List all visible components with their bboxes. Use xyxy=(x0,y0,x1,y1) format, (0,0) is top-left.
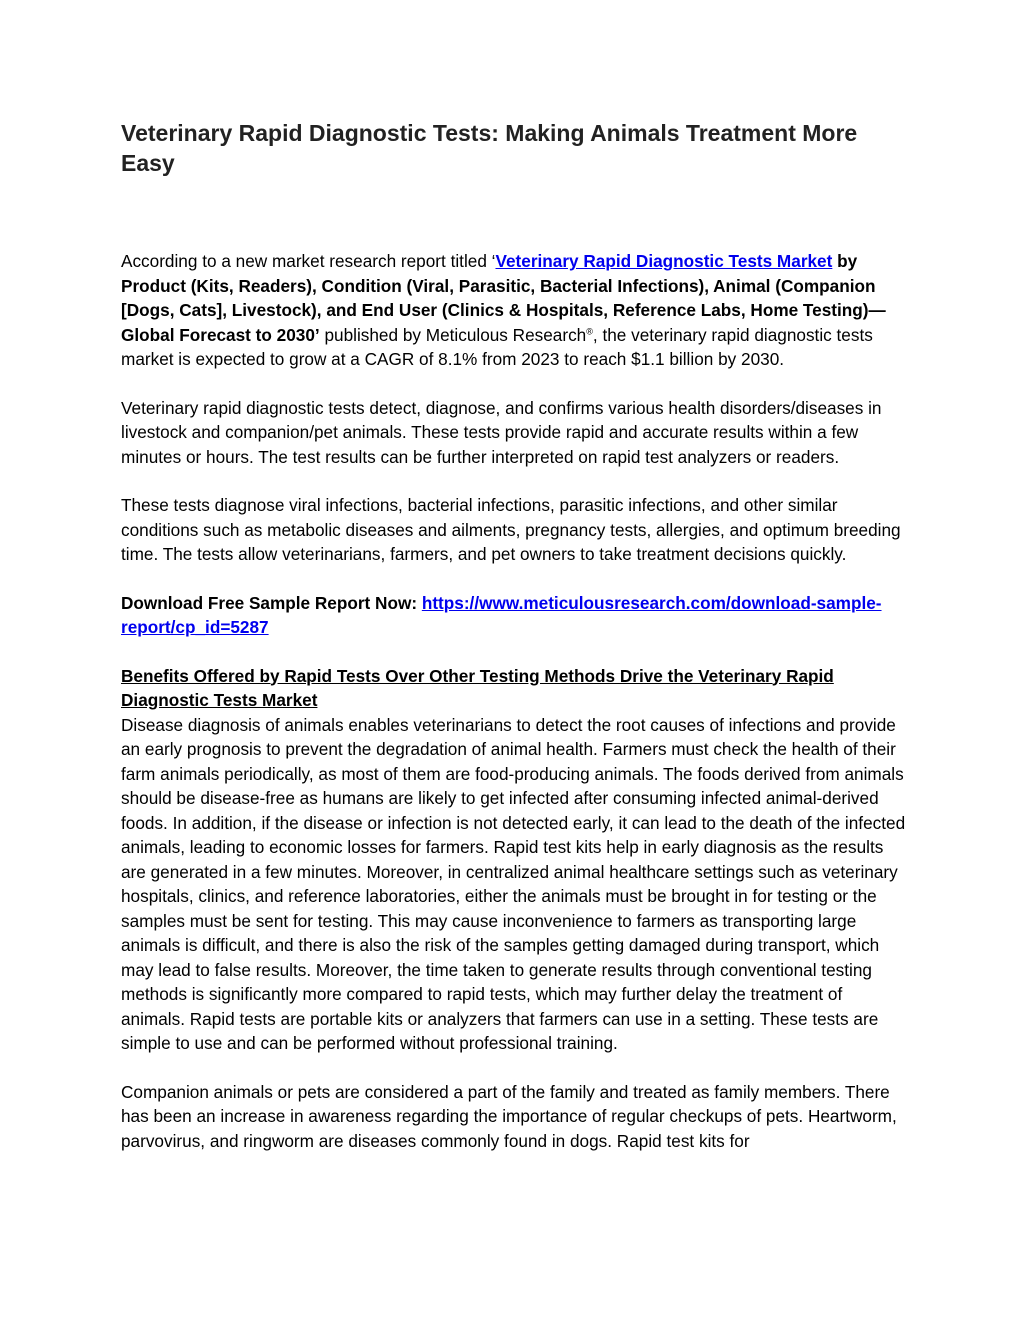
market-report-link[interactable]: Veterinary Rapid Diagnostic Tests Market xyxy=(495,251,833,271)
download-label: Download Free Sample Report Now: xyxy=(121,592,422,613)
paragraph-benefits: Disease diagnosis of animals enables veterinarians to detect the root causes of infections and provide an early prognosis to prevent the degradation of animal health. Farmers must check the health of their farm animals periodically, as most of them are food-producing animals. The foods derived from animals should be disease-free as humans are likely to get infected after consuming infected animal-derived foods. In addition, if the disease or infection is not detected early, it can lead to the death of the infected animals, leading to economic losses for farmers. Rapid test kits help in early diagnosis as the results are generated in a few minutes. Moreover, in centralized animal healthcare settings such as veterinary hospitals, clinics, and reference laboratories, either the animals must be brought in for testing or the samples must be sent for testing. This may cause inconvenience to farmers as transporting large animals is difficult, and there is also the risk of the samples getting damaged during transport, which may lead to false results. Moreover, the time taken to generate results through conventional testing methods is significantly more compared to rapid tests, which may further delay the treatment of animals. Rapid tests are portable kits or analyzers that farmers can use in a setting. These tests are simple to use and can be performed without professional training. xyxy=(121,714,906,1053)
benefits-section xyxy=(121,664,911,1056)
section-heading: Benefits Offered by Rapid Tests Over Other Testing Methods Drive the Veterinary Rapid Diagnostic Tests Market xyxy=(121,665,834,710)
paragraph-definition: Veterinary rapid diagnostic tests detect, diagnose, and confirms various health disorders/diseases in livestock and companion/pet animals. These tests provide rapid and accurate results within a few minutes or hours. The test results can be further interpreted on rapid test analyzers or readers. xyxy=(121,397,882,467)
intro-report-title: by Product (Kits, Readers), Condition (Viral, Parasitic, Bacterial Infections), Animal (Companion [Dogs, Cats], Livestock), and End User (Clinics & Hospitals, Reference Labs, Home Testing)—Global Forecast to 2030’ xyxy=(121,251,886,345)
intro-text-publisher: published by Meticulous Research xyxy=(319,324,587,345)
document-page xyxy=(121,118,911,1177)
intro-paragraph xyxy=(121,249,911,372)
download-line xyxy=(121,591,911,640)
intro-text-end: , the veterinary rapid diagnostic tests market is expected to grow at a CAGR of 8.1% from 2023 to reach $1.1 billion by 2030. xyxy=(121,324,873,369)
intro-text-start: According to a new market research report titled ‘ xyxy=(121,251,496,271)
document-title: Veterinary Rapid Diagnostic Tests: Making Animals Treatment More Easy xyxy=(121,120,858,176)
paragraph-companion-animals: Companion animals or pets are considered a part of the family and treated as family members. There has been an increase in awareness regarding the importance of regular checkups of pets. Heartworm, parvovirus, and ringworm are diseases commonly found in dogs. Rapid test kits for xyxy=(121,1081,897,1151)
registered-mark: ® xyxy=(586,325,593,336)
paragraph-applications: These tests diagnose viral infections, bacterial infections, parasitic infections, and other similar conditions such as metabolic diseases and ailments, pregnancy tests, allergies, and optimum breeding time. The tests allow veterinarians, farmers, and pet owners to take treatment decisions quickly. xyxy=(121,495,901,564)
paragraph-spacer xyxy=(121,1056,911,1080)
download-sample-link[interactable]: https://www.meticulousresearch.com/download-sample-report/cp_id=5287 xyxy=(121,592,882,637)
